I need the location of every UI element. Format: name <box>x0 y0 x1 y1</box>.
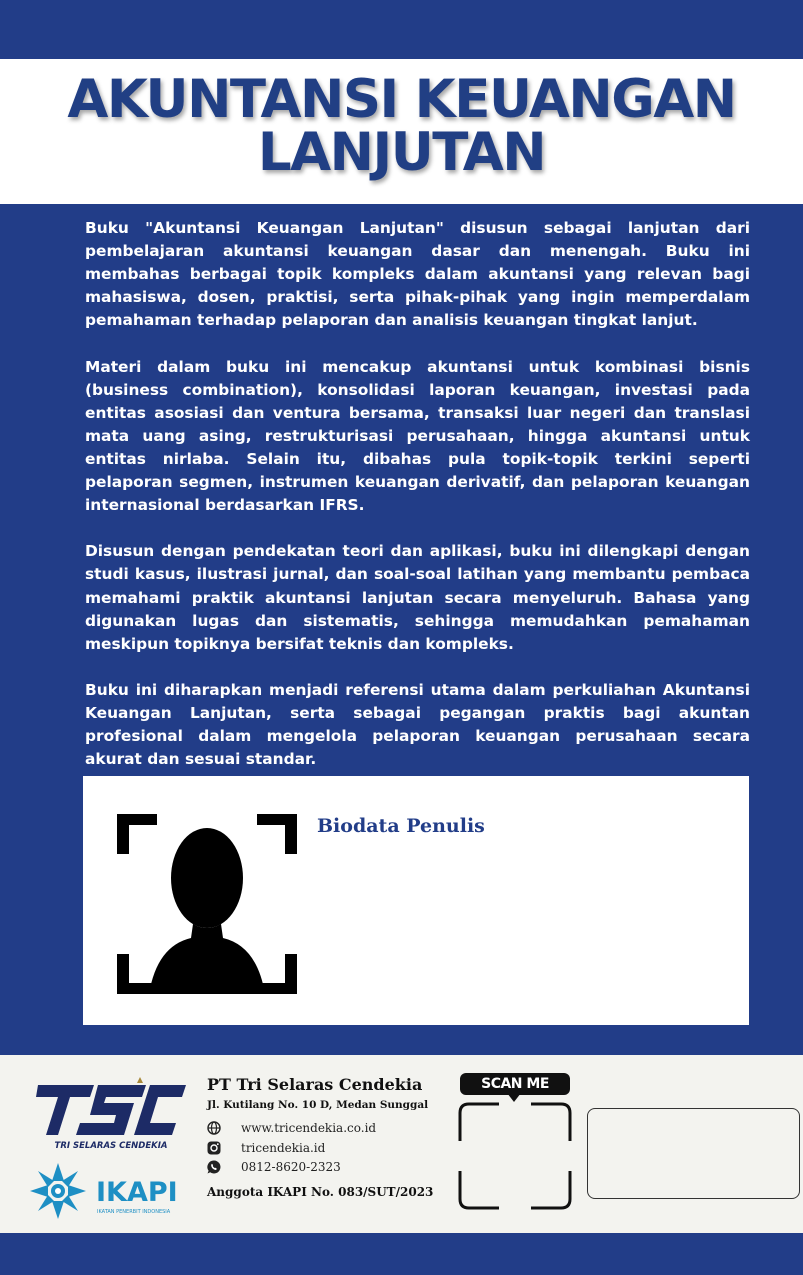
synopsis-paragraph-3: Disusun dengan pendekatan teori dan aplikasi, buku ini dilengkapi dengan studi kasus, ilustrasi jurnal, dan soal-soal latihan yang membantu pembaca memahami praktik akuntansi lanjutan secara menyeluruh. Bahasa yang digunakan lugas dan sistematis, sehingga memudahkan pemahaman meskipun topiknya bersifat teknis dan kompleks. <box>85 542 750 653</box>
ikapi-membership: Anggota IKAPI No. 083/SUT/2023 <box>207 1185 434 1199</box>
scan-me-label: SCAN ME <box>460 1073 570 1095</box>
instagram-row <box>207 1139 325 1157</box>
person-silhouette-icon <box>117 814 297 994</box>
bottom-band <box>0 1233 803 1275</box>
qr-scan-area[interactable] <box>457 1073 573 1213</box>
bio-heading: Biodata Penulis <box>317 815 485 837</box>
globe-icon <box>207 1121 221 1135</box>
website-link[interactable]: www.tricendekia.co.id <box>241 1121 377 1135</box>
synopsis-paragraph-4: Buku ini diharapkan menjadi referensi utama dalam perkuliahan Akuntansi Keuangan Lanjutan, serta sebagai pegangan praktis bagi akuntan profesional dalam mengelola pelaporan keuangan perusahaan secara akurat dan sesuai standar. <box>85 680 750 769</box>
publisher-address: Jl. Kutilang No. 10 D, Medan Sunggal <box>207 1099 429 1111</box>
title-band <box>0 59 803 204</box>
author-bio-card <box>83 776 749 1025</box>
synopsis-paragraph-1: Buku "Akuntansi Keuangan Lanjutan" disusun sebagai lanjutan dari pembelajaran akuntansi keuangan dasar dan menengah. Buku ini membahas berbagai topik kompleks dalam akuntansi yang relevan bagi mahasiswa, dosen, praktisi, serta pihak-pihak yang ingin memperdalam pemahaman terhadap pelaporan dan analisis keuangan tingkat lanjut. <box>85 219 750 330</box>
top-band <box>0 0 803 59</box>
blank-label-box <box>587 1108 800 1199</box>
instagram-icon <box>207 1141 221 1155</box>
qr-frame-icon <box>457 1101 573 1211</box>
tsc-logo <box>36 1075 186 1155</box>
book-title-line2: LANJUTAN <box>257 122 546 183</box>
instagram-handle[interactable]: tricendekia.id <box>241 1141 326 1155</box>
synopsis-paragraph-2: Materi dalam buku ini mencakup akuntansi untuk kombinasi bisnis (business combination), konsolidasi laporan keuangan, investasi pada entitas asosiasi dan ventura bersama, transaksi luar negeri dan translasi mata uang asing, restrukturisasi perusahaan, hingga akuntansi untuk entitas nirlaba. Selain itu, dibahas pula topik-topik terkini seperti pelaporan segmen, instrumen keuangan derivatif, dan pelaporan keuangan internasional berdasarkan IFRS. <box>85 357 750 515</box>
whatsapp-row <box>207 1158 341 1176</box>
publisher-footer <box>0 1055 803 1233</box>
ikapi-text: IKAPI <box>96 1177 178 1208</box>
whatsapp-icon <box>207 1160 221 1174</box>
tsc-logo-caption: TRI SELARAS CENDEKIA <box>54 1141 168 1151</box>
synopsis <box>85 217 750 771</box>
ikapi-logo <box>26 1161 196 1221</box>
publisher-name: PT Tri Selaras Cendekia <box>207 1075 423 1094</box>
book-title <box>0 69 803 183</box>
book-title-line1: AKUNTANSI KEUANGAN <box>67 69 736 130</box>
website-row <box>207 1119 376 1137</box>
ikapi-caption: IKATAN PENERBIT INDONESIA <box>97 1209 171 1215</box>
whatsapp-number[interactable]: 0812-8620-2323 <box>241 1160 341 1174</box>
